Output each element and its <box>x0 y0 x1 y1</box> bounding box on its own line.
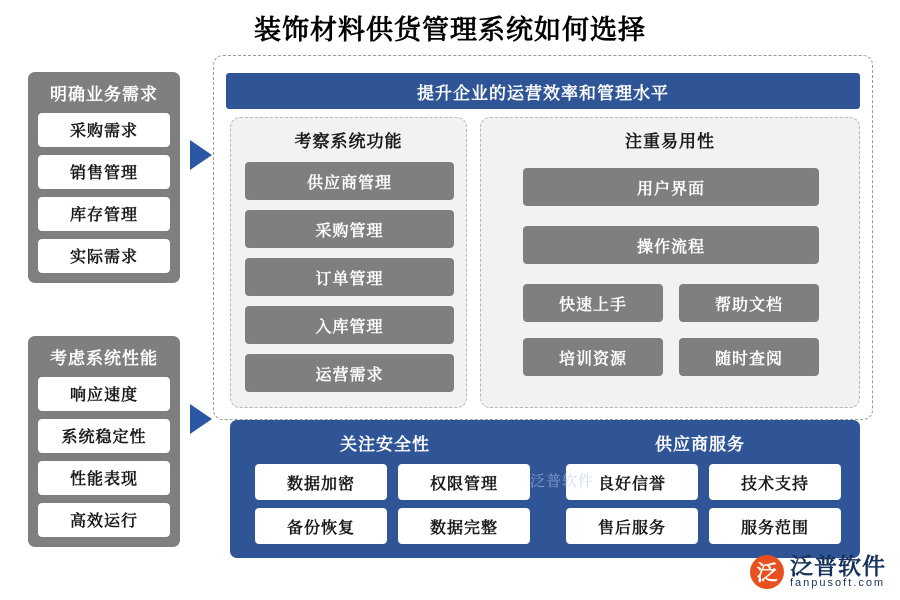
function-item[interactable]: 供应商管理 <box>245 162 454 200</box>
logo-name-cn: 泛普软件 <box>790 553 886 580</box>
function-item[interactable]: 订单管理 <box>245 258 454 296</box>
list-item[interactable]: 响应速度 <box>38 377 170 411</box>
panel-system-functions <box>230 117 467 408</box>
panel-security-and-service <box>230 420 860 558</box>
page-title: 装饰材料供货管理系统如何选择 <box>254 15 646 45</box>
card-title: 明确业务需求 <box>50 85 158 104</box>
logo-wordmark <box>790 554 886 590</box>
logo-name-en: fanpusoft.com <box>790 577 886 590</box>
usability-item[interactable]: 操作流程 <box>523 226 819 264</box>
usability-item[interactable]: 随时查阅 <box>679 338 819 376</box>
left-card-system-performance <box>28 336 180 547</box>
function-item[interactable]: 运营需求 <box>245 354 454 392</box>
panel-heading: 注重易用性 <box>625 132 715 151</box>
security-item[interactable]: 数据完整 <box>398 508 530 544</box>
list-item[interactable]: 性能表现 <box>38 461 170 495</box>
security-item[interactable]: 权限管理 <box>398 464 530 500</box>
service-item[interactable]: 良好信誉 <box>566 464 698 500</box>
usability-item[interactable]: 快速上手 <box>523 284 663 322</box>
arrow-right-icon <box>190 140 212 170</box>
usability-item[interactable]: 帮助文档 <box>679 284 819 322</box>
usability-item[interactable]: 用户界面 <box>523 168 819 206</box>
service-item[interactable]: 服务范围 <box>709 508 841 544</box>
banner: 提升企业的运营效率和管理水平 <box>226 73 860 109</box>
list-item[interactable]: 销售管理 <box>38 155 170 189</box>
arrow-right-icon <box>190 404 212 434</box>
function-item[interactable]: 入库管理 <box>245 306 454 344</box>
panel-heading: 关注安全性 <box>340 435 430 454</box>
panel-heading: 供应商服务 <box>655 435 745 454</box>
card-title: 考虑系统性能 <box>50 349 158 368</box>
watermark-center: 泛普软件 <box>530 473 595 490</box>
usability-item[interactable]: 培训资源 <box>523 338 663 376</box>
panel-usability <box>480 117 860 408</box>
list-item[interactable]: 采购需求 <box>38 113 170 147</box>
security-item[interactable]: 数据加密 <box>255 464 387 500</box>
function-item[interactable]: 采购管理 <box>245 210 454 248</box>
logo-mark-icon: 泛 <box>750 555 784 589</box>
list-item[interactable]: 实际需求 <box>38 239 170 273</box>
list-item[interactable]: 高效运行 <box>38 503 170 537</box>
logo <box>750 554 886 590</box>
list-item[interactable]: 系统稳定性 <box>38 419 170 453</box>
left-card-business-needs <box>28 72 180 283</box>
panel-heading: 考察系统功能 <box>294 132 403 151</box>
service-item[interactable]: 售后服务 <box>566 508 698 544</box>
list-item[interactable]: 库存管理 <box>38 197 170 231</box>
service-item[interactable]: 技术支持 <box>709 464 841 500</box>
security-item[interactable]: 备份恢复 <box>255 508 387 544</box>
